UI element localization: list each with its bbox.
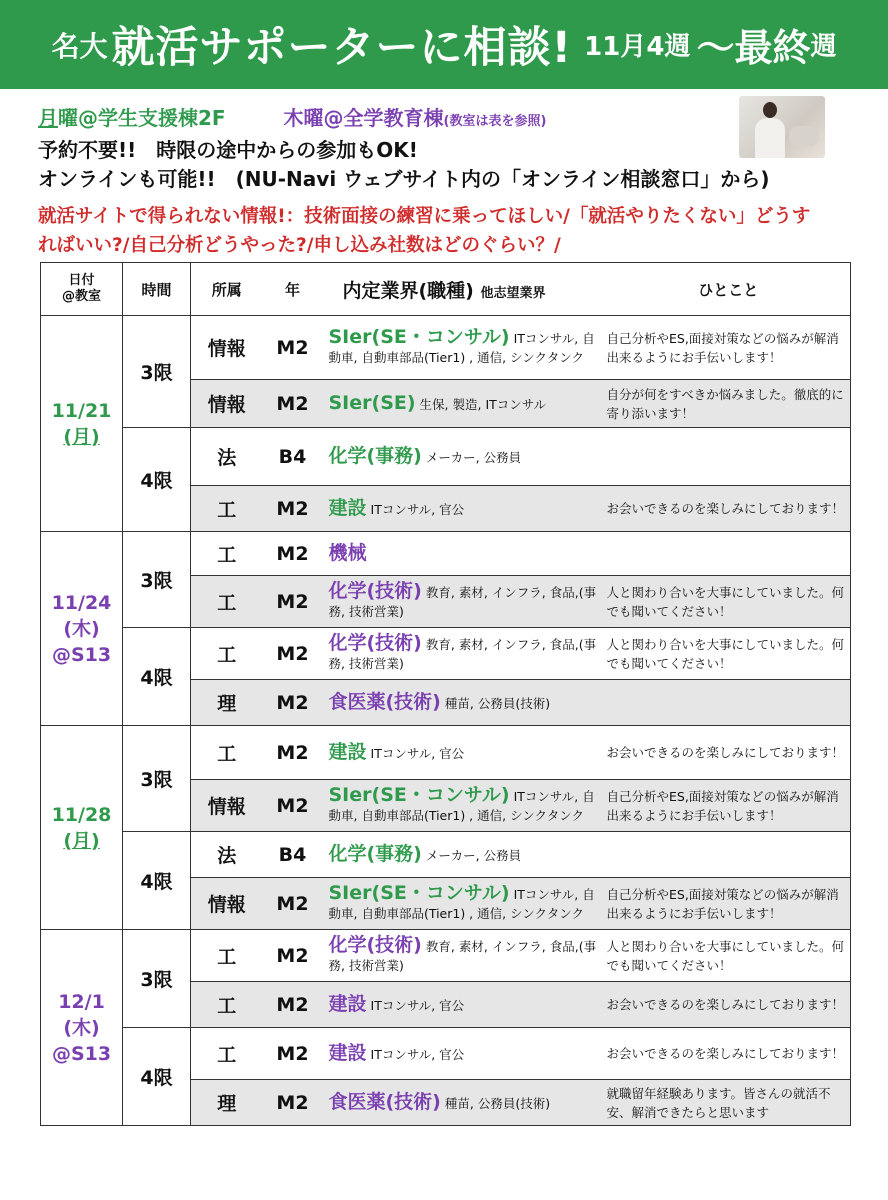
industry-cell [323, 680, 607, 726]
year-cell: M2 [263, 532, 323, 576]
industry-main: 建設 [328, 992, 367, 1015]
industry-cell [323, 628, 607, 680]
online-line: オンラインも可能!! (NU-Navi ウェブサイト内の「オンライン相談窓口」から) [38, 167, 770, 191]
other-industries: 種苗, 公務員(技術) [444, 695, 551, 711]
year-cell: B4 [263, 832, 323, 878]
other-industries: ITコンサル, 官公 [370, 1046, 465, 1062]
period-cell: 4限 [123, 832, 191, 930]
date-value: 11/24 [51, 591, 112, 614]
year-cell: M2 [263, 486, 323, 532]
banner-final: 〜最終 [696, 26, 811, 70]
industry-main: 食医薬(技術) [328, 690, 441, 713]
comment-cell: 自己分析やES,面接対策などの悩みが解消出来るようにお手伝いします！ [607, 878, 851, 930]
industry-cell [323, 532, 607, 576]
comment-cell [607, 680, 851, 726]
comment-cell [607, 428, 851, 486]
date-weekday: (木) [63, 1016, 100, 1039]
table-row [41, 532, 851, 576]
year-cell: M2 [263, 576, 323, 628]
comment-cell: 自己分析やES,面接対策などの悩みが解消出来るようにお手伝いします！ [607, 780, 851, 832]
comment-cell: お会いできるのを楽しみにしております！ [607, 982, 851, 1028]
year-cell: M2 [263, 628, 323, 680]
advisor-photo [739, 96, 825, 158]
industry-cell [323, 982, 607, 1028]
dept-cell: 工 [191, 628, 263, 680]
dept-cell: 工 [191, 930, 263, 982]
industry-main: 食医薬(技術) [328, 1090, 441, 1113]
comment-cell: お会いできるのを楽しみにしております！ [607, 486, 851, 532]
topics-text [38, 202, 858, 260]
industry-main: SIer(SE・コンサル) [328, 882, 510, 904]
industry-main: 化学(技術) [328, 934, 422, 956]
topics-line-1: 就活サイトで得られない情報!：技術面接の練習に乗ってほしい/「就活やりたくない」どうす [38, 206, 811, 227]
industry-cell [323, 832, 607, 878]
title-banner [0, 0, 888, 89]
period-cell: 4限 [123, 628, 191, 726]
industry-main: 化学(技術) [328, 580, 422, 602]
year-cell: M2 [263, 726, 323, 780]
year-cell: M2 [263, 316, 323, 380]
date-room: @S13 [51, 1042, 112, 1065]
dept-cell: 情報 [191, 380, 263, 428]
industry-main: SIer(SE・コンサル) [328, 326, 510, 348]
year-cell: M2 [263, 680, 323, 726]
year-cell: M2 [263, 780, 323, 832]
table-row [41, 1028, 851, 1080]
dept-cell: 理 [191, 680, 263, 726]
dept-cell: 工 [191, 726, 263, 780]
table-row [41, 628, 851, 680]
dept-cell: 情報 [191, 780, 263, 832]
date-cell [41, 316, 123, 532]
header-dept: 所属 [191, 263, 263, 316]
table-row [41, 726, 851, 780]
period-cell: 4限 [123, 428, 191, 532]
dept-cell: 工 [191, 1028, 263, 1080]
year-cell: M2 [263, 982, 323, 1028]
date-cell [41, 726, 123, 930]
industry-main: SIer(SE) [328, 391, 416, 414]
date-value: 11/28 [51, 803, 112, 826]
date-weekday: (月) [63, 829, 100, 852]
other-industries: ITコンサル, 自動車, 自動車部品(Tier1) , 通信, シンクタンク [328, 331, 595, 365]
comment-cell [607, 532, 851, 576]
industry-main: 化学(技術) [328, 632, 422, 654]
other-industries: 種苗, 公務員(技術) [444, 1095, 551, 1111]
date-value: 11/21 [51, 399, 112, 422]
header-comment: ひとこと [607, 263, 851, 316]
year-cell: M2 [263, 1028, 323, 1080]
table-row [41, 316, 851, 380]
industry-cell [323, 878, 607, 930]
dept-cell: 工 [191, 486, 263, 532]
industry-main: 機械 [328, 541, 367, 564]
industry-cell [323, 576, 607, 628]
industry-cell [323, 726, 607, 780]
dept-cell: 理 [191, 1080, 263, 1126]
info-block [38, 104, 770, 194]
table-row [41, 428, 851, 486]
dept-cell: 工 [191, 532, 263, 576]
table-row [41, 930, 851, 982]
banner-title: 就活サポーターに相談! [111, 23, 573, 73]
other-industries: ITコンサル, 官公 [370, 501, 465, 517]
period-cell: 3限 [123, 930, 191, 1028]
industry-cell [323, 316, 607, 380]
table-header [41, 263, 851, 316]
monday-venue: 曜@学生支援棟2F [58, 106, 226, 130]
no-reservation-line: 予約不要!! 時限の途中からの参加もOK! [38, 138, 418, 162]
header-year: 年 [263, 263, 323, 316]
comment-cell: お会いできるのを楽しみにしております！ [607, 1028, 851, 1080]
industry-cell [323, 428, 607, 486]
comment-cell [607, 832, 851, 878]
industry-main: 化学(事務) [328, 444, 422, 467]
industry-cell [323, 1080, 607, 1126]
other-industries: ITコンサル, 官公 [370, 745, 465, 761]
topics-line-2: ればいい?/自己分析どうやった?/申し込み社数はどのぐらい？/ [38, 235, 561, 256]
date-cell [41, 532, 123, 726]
date-weekday: (木) [63, 617, 100, 640]
dept-cell: 工 [191, 576, 263, 628]
dept-cell: 工 [191, 982, 263, 1028]
period-cell: 4限 [123, 1028, 191, 1126]
industry-cell [323, 930, 607, 982]
comment-cell: 人と関わり合いを大事にしていました。何でも聞いてください！ [607, 576, 851, 628]
banner-university: 名大 [51, 29, 108, 63]
thursday-note: (教室は表を参照) [443, 114, 547, 129]
venue-line [38, 104, 728, 136]
date-weekday: (月) [63, 425, 100, 448]
dept-cell: 法 [191, 428, 263, 486]
comment-cell: お会いできるのを楽しみにしております！ [607, 726, 851, 780]
year-cell: M2 [263, 878, 323, 930]
table-row [41, 832, 851, 878]
other-industries: ITコンサル, 官公 [370, 997, 465, 1013]
industry-cell [323, 1028, 607, 1080]
industry-main: 化学(事務) [328, 842, 422, 865]
year-cell: B4 [263, 428, 323, 486]
other-industries: ITコンサル, 自動車, 自動車部品(Tier1) , 通信, シンクタンク [328, 789, 595, 823]
comment-cell: 自己分析やES,面接対策などの悩みが解消出来るようにお手伝いします！ [607, 316, 851, 380]
industry-cell [323, 380, 607, 428]
comment-cell: 人と関わり合いを大事にしていました。何でも聞いてください！ [607, 628, 851, 680]
date-room: @S13 [51, 643, 112, 666]
period-cell: 3限 [123, 316, 191, 428]
dept-cell: 情報 [191, 878, 263, 930]
period-cell: 3限 [123, 726, 191, 832]
industry-main: SIer(SE・コンサル) [328, 784, 510, 806]
dept-cell: 法 [191, 832, 263, 878]
dept-cell: 情報 [191, 316, 263, 380]
period-cell: 3限 [123, 532, 191, 628]
other-industries: メーカー, 公務員 [425, 847, 522, 863]
date-cell [41, 930, 123, 1126]
other-industries: 生保, 製造, ITコンサル [419, 396, 547, 412]
year-cell: M2 [263, 380, 323, 428]
comment-cell: 人と関わり合いを大事にしていました。何でも聞いてください！ [607, 930, 851, 982]
year-cell: M2 [263, 930, 323, 982]
header-industry: 内定業界(職種) 他志望業界 [323, 263, 607, 316]
banner-week-suffix: 週 [810, 32, 837, 62]
header-time: 時間 [123, 263, 191, 316]
other-industries: メーカー, 公務員 [425, 449, 522, 465]
other-industries: 教育, 素材, インフラ, 食品,(事務, 技術営業) [328, 939, 597, 973]
industry-cell [323, 780, 607, 832]
comment-cell: 自分が何をすべきか悩みました。徹底的に寄り添います！ [607, 380, 851, 428]
other-industries: 教育, 素材, インフラ, 食品,(事務, 技術営業) [328, 637, 597, 671]
monday-day: 月 [38, 106, 58, 130]
industry-main: 建設 [328, 496, 367, 519]
schedule-table [40, 262, 851, 1126]
industry-main: 建設 [328, 740, 367, 763]
thursday-venue: 木曜@全学教育棟 [283, 106, 444, 130]
other-industries: ITコンサル, 自動車, 自動車部品(Tier1) , 通信, シンクタンク [328, 887, 595, 921]
other-industries: 教育, 素材, インフラ, 食品,(事務, 技術営業) [328, 585, 597, 619]
header-date: 日付 @教室 [41, 263, 123, 316]
year-cell: M2 [263, 1080, 323, 1126]
industry-main: 建設 [328, 1041, 367, 1064]
banner-week: 11月4週 [584, 32, 691, 62]
industry-cell [323, 486, 607, 532]
comment-cell: 就職留年経験あります。皆さんの就活不安、解消できたらと思います [607, 1080, 851, 1126]
date-value: 12/1 [58, 990, 105, 1013]
